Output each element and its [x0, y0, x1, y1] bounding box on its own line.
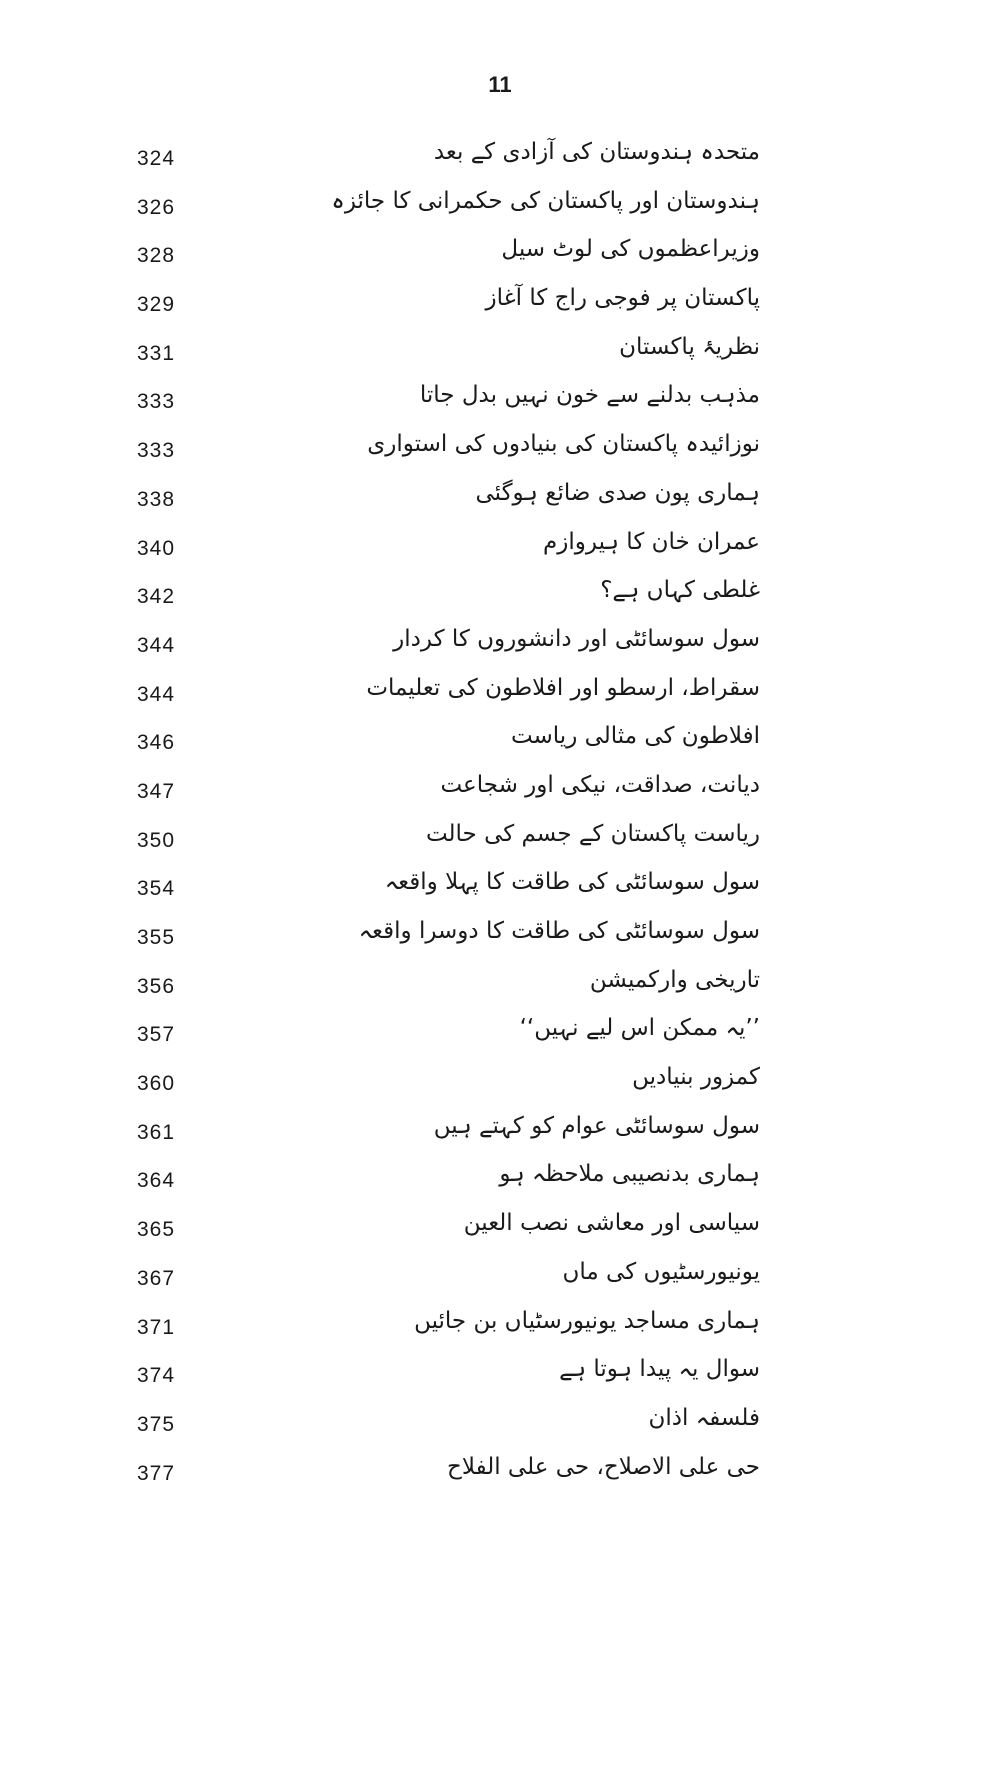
toc-entry	[0, 1257, 1000, 1306]
toc-entry	[0, 770, 1000, 819]
toc-entry	[0, 429, 1000, 478]
toc-page-number: 354	[137, 877, 176, 901]
toc-entry	[0, 721, 1000, 770]
toc-title: سیاسی اور معاشی نصب العین	[463, 1210, 760, 1237]
toc-entry	[0, 1452, 1000, 1501]
toc-title: وزیراعظموں کی لوٹ سیل	[501, 236, 760, 263]
toc-entry	[0, 1013, 1000, 1062]
toc-page-number: 371	[137, 1315, 176, 1339]
toc-title: ہماری مساجد یونیورسٹیاں بن جائیں	[414, 1307, 760, 1334]
toc-page-number: 329	[137, 293, 176, 317]
toc-entry	[0, 283, 1000, 332]
toc-title: عمران خان کا ہیروازم	[543, 528, 760, 555]
toc-title: تاریخی وارکمیشن	[589, 966, 760, 993]
toc-entry	[0, 1208, 1000, 1257]
toc-title: سوال یہ پیدا ہوتا ہے	[559, 1356, 760, 1383]
toc-entry	[0, 186, 1000, 235]
toc-title: ہندوستان اور پاکستان کی حکمرانی کا جائزہ	[331, 187, 760, 214]
toc-entry	[0, 1403, 1000, 1452]
toc-title: سول سوسائٹی اور دانشوروں کا کردار	[393, 625, 760, 652]
toc-page-number: 377	[137, 1461, 176, 1485]
toc-page-number: 342	[137, 585, 176, 609]
toc-title: سول سوسائٹی عوام کو کہتے ہیں	[433, 1112, 760, 1139]
toc-page-number: 347	[137, 779, 176, 803]
toc-entry	[0, 1111, 1000, 1160]
toc-page-number: 346	[137, 731, 176, 755]
toc-page-number: 331	[137, 341, 176, 365]
toc-title: یونیورسٹیوں کی ماں	[562, 1258, 760, 1285]
toc-title: غلطی کہاں ہے؟	[600, 577, 760, 604]
toc-page-number: 364	[137, 1169, 176, 1193]
toc-page-number: 324	[137, 147, 176, 170]
toc-entry	[0, 137, 1000, 186]
toc-title: کمزور بنیادیں	[632, 1064, 760, 1091]
toc-page-number: 333	[137, 439, 176, 463]
toc-title: نظریۂ پاکستان	[619, 333, 760, 360]
toc-entry	[0, 1062, 1000, 1111]
toc-entry	[0, 234, 1000, 283]
toc-title: مذہب بدلنے سے خون نہیں بدل جاتا	[419, 382, 760, 409]
toc-title: سقراط، ارسطو اور افلاطون کی تعلیمات	[366, 674, 760, 701]
toc-title: متحدہ ہندوستان کی آزادی کے بعد	[433, 139, 760, 165]
toc-title: نوزائیدہ پاکستان کی بنیادوں کی استواری	[367, 431, 760, 458]
toc-entry	[0, 867, 1000, 916]
toc-page-number: 328	[137, 244, 176, 268]
table-of-contents	[0, 137, 1000, 1500]
toc-title: حی علی الاصلاح، حی علی الفلاح	[447, 1453, 760, 1480]
toc-page-number: 361	[137, 1120, 176, 1144]
toc-page-number: 365	[137, 1218, 176, 1242]
toc-page-number: 340	[137, 536, 176, 560]
toc-entry	[0, 916, 1000, 965]
toc-title: سول سوسائٹی کی طاقت کا پہلا واقعہ	[384, 869, 760, 896]
toc-title: ہماری بدنصیبی ملاحظہ ہو	[499, 1161, 760, 1188]
toc-page-number: 344	[137, 633, 176, 657]
toc-page-number: 338	[137, 487, 176, 511]
toc-entry	[0, 965, 1000, 1014]
toc-title: ریاست پاکستان کے جسم کی حالت	[425, 820, 760, 847]
toc-entry	[0, 478, 1000, 527]
toc-page-number: 367	[137, 1266, 176, 1290]
toc-page-number: 355	[137, 926, 176, 949]
toc-entry	[0, 527, 1000, 576]
toc-entry	[0, 332, 1000, 381]
toc-page-number: 360	[137, 1072, 176, 1096]
toc-title: افلاطون کی مثالی ریاست	[510, 723, 760, 750]
toc-entry	[0, 380, 1000, 429]
toc-title: سول سوسائٹی کی طاقت کا دوسرا واقعہ	[358, 918, 760, 944]
toc-entry	[0, 575, 1000, 624]
toc-page-number: 375	[137, 1412, 176, 1436]
toc-title: ہماری پون صدی ضائع ہوگئی	[475, 479, 760, 506]
toc-entry	[0, 819, 1000, 868]
toc-entry	[0, 673, 1000, 722]
toc-title: دیانت، صداقت، نیکی اور شجاعت	[440, 771, 760, 798]
toc-page-number: 333	[137, 390, 176, 414]
toc-page-number: 326	[137, 195, 176, 219]
toc-title: پاکستان پر فوجی راج کا آغاز	[485, 285, 760, 312]
toc-page-number: 356	[137, 974, 176, 998]
toc-page-number: 344	[137, 682, 176, 706]
page-number: 11	[488, 72, 512, 97]
toc-entry	[0, 624, 1000, 673]
toc-page-number: 374	[137, 1364, 176, 1388]
toc-page-number: 357	[137, 1023, 176, 1047]
toc-page-number: 350	[137, 828, 176, 852]
toc-entry	[0, 1159, 1000, 1208]
toc-entry	[0, 1306, 1000, 1355]
toc-title: ’’یہ ممکن اس لیے نہیں‘‘	[519, 1015, 760, 1042]
toc-title: فلسفہ اذان	[648, 1404, 760, 1431]
toc-entry	[0, 1354, 1000, 1403]
